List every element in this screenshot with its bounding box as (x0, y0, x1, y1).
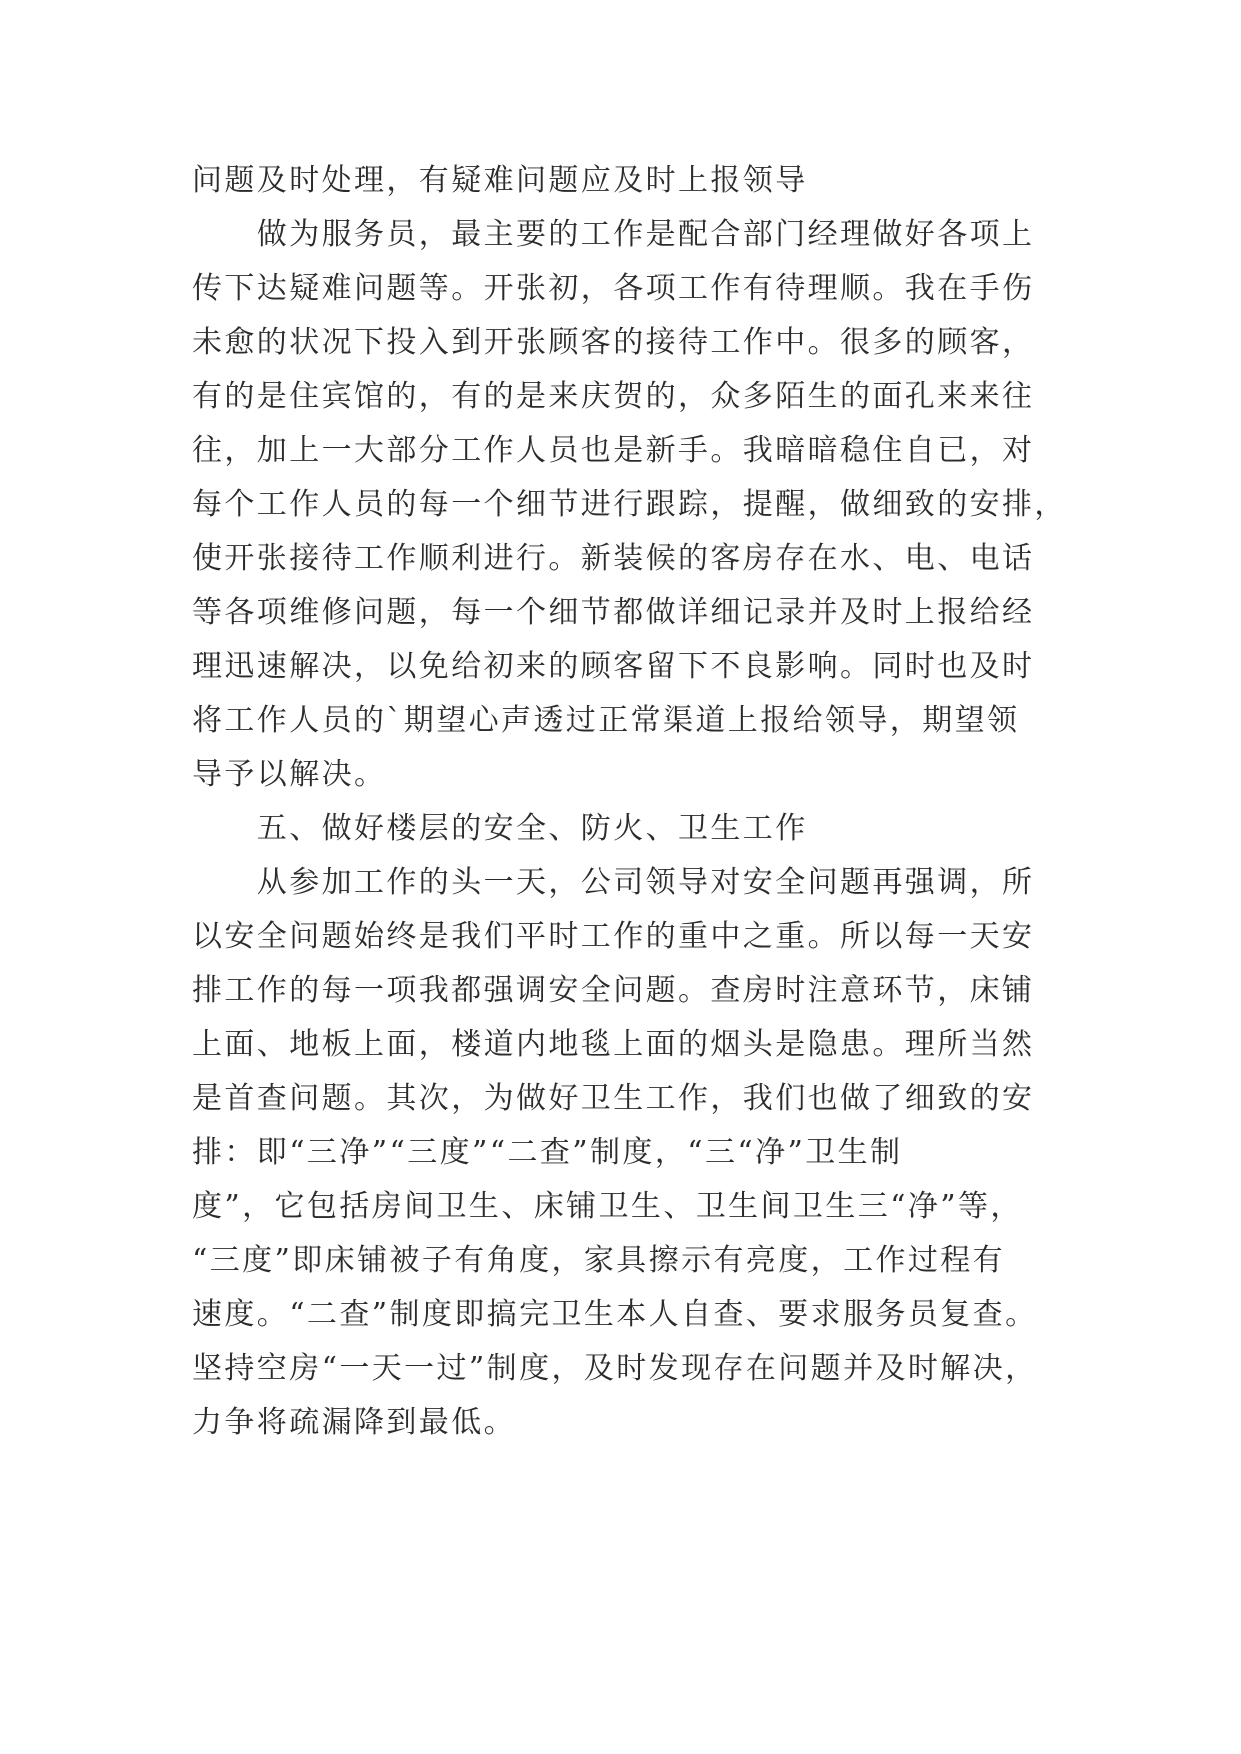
text-line: 是首查问题。其次，为做好卫生工作，我们也做了细致的安 (192, 1081, 1035, 1116)
text-line: 速度。“二查”制度即搞完卫生本人自查、要求服务员复查。 (192, 1297, 1038, 1332)
text-line: 导予以解决。 (192, 757, 387, 792)
text-line: 做为服务员，最主要的工作是配合部门经理做好各项上 (192, 217, 1035, 252)
text-line: 从参加工作的头一天，公司领导对安全问题再强调，所 (192, 865, 1035, 900)
text-line: 等各项维修问题，每一个细节都做详细记录并及时上报给经 (192, 595, 1035, 630)
text-line: 度”，它包括房间卫生、床铺卫生、卫生间卫生三“净”等， (192, 1189, 1023, 1224)
text-line: 往，加上一大部分工作人员也是新手。我暗暗稳住自已，对 (192, 433, 1035, 468)
text-line: 排工作的每一项我都强调安全问题。查房时注意环节，床铺 (192, 973, 1035, 1008)
text-line: 力争将疏漏降到最低。 (192, 1405, 516, 1440)
section-heading: 五、做好楼层的安全、防火、卫生工作 (192, 811, 808, 846)
text-line: “三度”即床铺被子有角度，家具擦示有亮度，工作过程有 (192, 1243, 1006, 1278)
text-line: 未愈的状况下投入到开张顾客的接待工作中。很多的顾客， (192, 325, 1035, 360)
document-body (192, 154, 1092, 1450)
text-line: 理迅速解决，以免给初来的顾客留下不良影响。同时也及时 (192, 649, 1035, 684)
text-line: 有的是住宾馆的，有的是来庆贺的，众多陌生的面孔来来往 (192, 379, 1035, 414)
text-line: 将工作人员的`期望心声透过正常渠道上报给领导，期望领 (192, 703, 1020, 738)
text-line: 以安全问题始终是我们平时工作的重中之重。所以每一天安 (192, 919, 1035, 954)
text-line: 上面、地板上面，楼道内地毯上面的烟头是隐患。理所当然 (192, 1027, 1035, 1062)
text-line: 使开张接待工作顺利进行。新装候的客房存在水、电、电话 (192, 541, 1035, 576)
text-line: 排：即“三净”“三度”“二查”制度，“三“净”卫生制 (192, 1135, 903, 1170)
text-line: 传下达疑难问题等。开张初，各项工作有待理顺。我在手伤 (192, 271, 1035, 306)
text-line: 坚持空房“一天一过”制度，及时发现存在问题并及时解决， (192, 1351, 1038, 1386)
text-line: 每个工作人员的每一个细节进行跟踪，提醒，做细致的安排， (192, 487, 1067, 522)
text-line: 问题及时处理，有疑难问题应及时上报领导 (192, 163, 808, 198)
